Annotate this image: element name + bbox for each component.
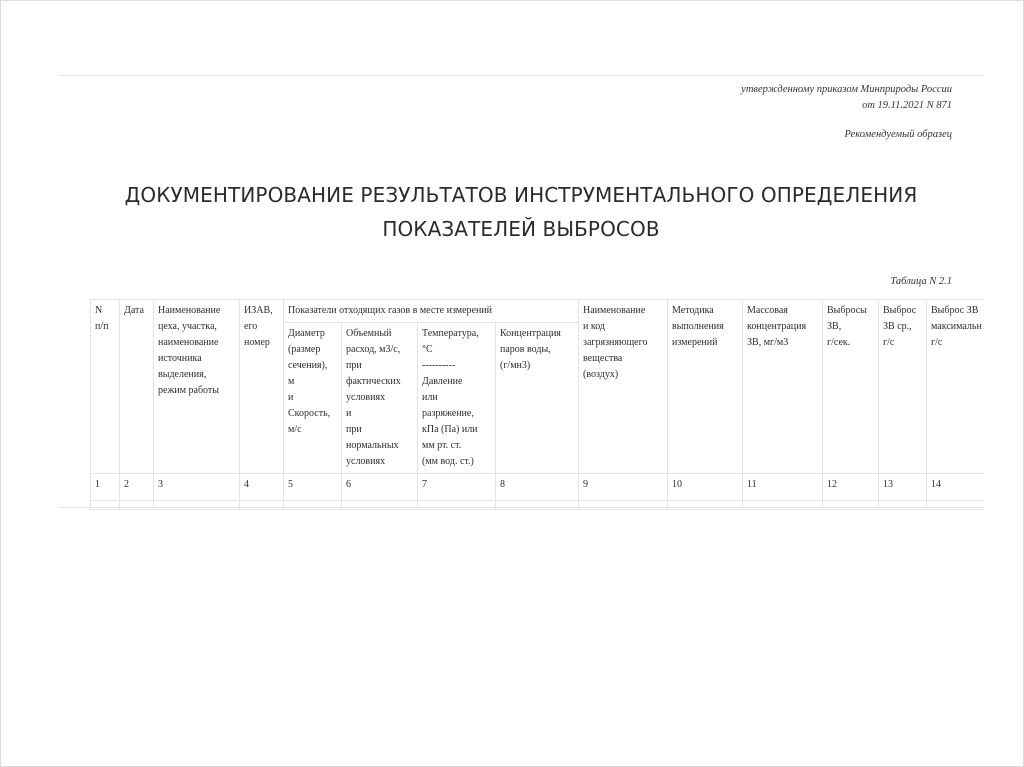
document-title-line-1: ДОКУМЕНТИРОВАНИЕ РЕЗУЛЬТАТОВ ИНСТРУМЕНТАЛЬНОГО ОПРЕДЕЛЕНИЯ [124,183,918,207]
header-cell-izav: ИЗАВ, его номер [240,300,284,474]
document-title-line-2: ПОКАЗАТЕЛЕЙ ВЫБРОСОВ [382,217,660,241]
table-header-row [91,300,985,323]
table-cell [240,501,284,510]
column-number: 14 [927,474,984,501]
document-page [58,75,984,512]
page-bottom-edge [58,507,984,508]
column-number: 4 [240,474,284,501]
table-cell [579,501,668,510]
table-row [91,501,985,510]
column-number: 7 [418,474,496,501]
header-cell-pollutant: Наименование и код загрязняющего вещества (воздух) [579,300,668,474]
header-cell-emissions: Выбросы ЗВ, г/сек. [823,300,879,474]
subheader-cell-temperature: Температура, °С ---------- Давление или разряжение, кПа (Па) или мм рт. ст. (мм вод. ст.) [418,323,496,474]
table-cell [496,501,579,510]
table-label: Таблица N 2.1 [890,276,952,287]
column-number: 5 [284,474,342,501]
table-cell [823,501,879,510]
table-cell [154,501,240,510]
subheader-cell-diameter: Диаметр (размер сечения), м и Скорость, м/с [284,323,342,474]
table-cell [927,501,984,510]
table-cell [879,501,927,510]
header-cell-date: Дата [120,300,154,474]
table-cell [120,501,154,510]
header-cell-mass-concentration: Массовая концентрация ЗВ, мг/м3 [743,300,823,474]
table-cell [342,501,418,510]
column-number: 11 [743,474,823,501]
column-number: 12 [823,474,879,501]
table-cell [668,501,743,510]
column-number-row [91,474,985,501]
column-number: 2 [120,474,154,501]
header-cell-max-emission: Выброс ЗВ максимальн г/с [927,300,984,474]
approval-line: утвержденному приказом Минприроды России [741,84,952,95]
emissions-table [90,299,984,510]
column-number: 1 [91,474,120,501]
sample-label: Рекомендуемый образец [844,129,952,140]
header-cell-method: Методика выполнения измерений [668,300,743,474]
subheader-cell-vapor: Концентрация паров воды, (г/мн3) [496,323,579,474]
table-cell [91,501,120,510]
order-date-line: от 19.11.2021 N 871 [862,100,952,111]
table-cell [418,501,496,510]
column-number: 9 [579,474,668,501]
table-cell [743,501,823,510]
column-number: 10 [668,474,743,501]
header-cell-avg-emission: Выброс ЗВ ср., г/с [879,300,927,474]
column-number: 13 [879,474,927,501]
subheader-cell-volume-flow: Объемный расход, м3/с, при фактических условиях и при нормальных условиях [342,323,418,474]
column-number: 8 [496,474,579,501]
table-cell [284,501,342,510]
column-number: 3 [154,474,240,501]
header-cell-gas-indicators: Показатели отходящих газов в месте измерений [284,300,579,323]
header-cell-workshop: Наименование цеха, участка, наименование источника выделения, режим работы [154,300,240,474]
header-cell-number: N п/п [91,300,120,474]
column-number: 6 [342,474,418,501]
